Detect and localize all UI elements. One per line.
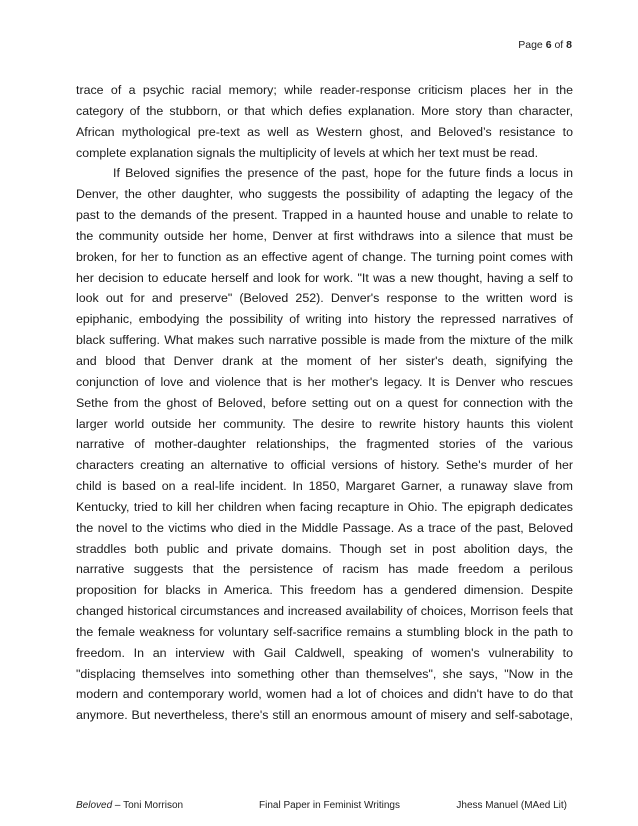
footer-student: Jhess Manuel (MAed Lit) <box>456 800 567 811</box>
text-line: conjunction of love and violence that is her mother's legacy. It is Denver who rescues <box>76 374 573 389</box>
text-line: black suffering. What makes such narrative possible is made from the mixture of the milk <box>76 333 573 348</box>
text-line: narrative suggests that the persistence of racism has made freedom a perilous <box>76 562 573 577</box>
text-line: Kentucky, tried to kill her children when facing recapture in Ohio. The epigraph dedicates <box>76 499 573 514</box>
text-line: straddles both public and private domains. Though set in post abolition days, the <box>76 541 573 556</box>
text-line: epiphanic, embodying the possibility of writing into history the repressed narratives of <box>76 312 573 327</box>
text-line: changed historical circumstances and increased availability of choices, Morrison feels that <box>76 604 573 619</box>
text-line: look out for and preserve" (Beloved 252). Denver's response to the written word is <box>76 291 573 306</box>
page-prefix: Page <box>518 39 543 51</box>
text-line: the community outside her home, Denver at first withdraws into a silence that must be <box>76 228 573 243</box>
text-line: larger world outside her community. The desire to rewrite history haunts this violent <box>76 416 573 431</box>
text-line: Sethe from the ghost of Beloved, before setting out on a quest for connection with the <box>76 395 573 410</box>
text-line: narrative of mother-daughter relationships, the fragmented stories of the various <box>76 437 573 452</box>
footer-course: Final Paper in Feminist Writings <box>259 800 400 811</box>
text-line: characters creating an alternative to official versions of history. Sethe's murder of her <box>76 458 573 473</box>
text-line: complete explanation signals the multiplicity of levels at which her text must be read. <box>76 145 539 160</box>
text-line: and blood that Denver drank at the moment of her sister's death, signifying the <box>76 353 573 368</box>
page-of: of <box>554 39 564 51</box>
footer-book-title <box>76 800 183 811</box>
text-line: anymore. But nevertheless, there's still an enormous amount of misery and self-sabotage, <box>76 708 573 723</box>
page-number-header <box>518 39 572 51</box>
text-line: her decision to educate herself and look for work. "It was a new thought, having a self to <box>76 270 573 285</box>
total-pages: 8 <box>566 39 572 51</box>
text-line: Denver, the other daughter, who suggests the possibility of adapting the legacy of the <box>76 187 573 202</box>
body-text <box>76 80 573 726</box>
footer-title-italic: Beloved <box>76 800 113 811</box>
text-line: past to the demands of the present. Trapped in a haunted house and unable to relate to <box>76 208 573 223</box>
text-line: category of the stubborn, or that which defies explanation. More story than character, <box>76 103 573 118</box>
text-line: child is based on a real-life incident. In 1850, Margaret Garner, a runaway slave from <box>76 479 573 494</box>
text-line: freedom. In an interview with Gail Caldwell, speaking of women's vulnerability to <box>76 645 573 660</box>
paragraph-first-line: If Beloved signifies the presence of the past, hope for the future finds a locus in <box>113 166 573 181</box>
text-line: the novel to the victims who died in the Middle Passage. As a trace of the past, Beloved <box>76 520 573 535</box>
text-line: "displacing themselves into something other than themselves", she says, "Now in the <box>76 666 573 681</box>
text-line: modern and contemporary world, women had a lot of choices and didn't have to do that <box>76 687 573 702</box>
text-line: the female weakness for voluntary self-sacrifice remains a stumbling block in the path to <box>76 624 573 639</box>
text-line: African mythological pre-text as well as Western ghost, and Beloved’s resistance to <box>76 124 573 139</box>
text-line: proposition for blacks in America. This freedom has a gendered dimension. Despite <box>76 583 573 598</box>
text-line: trace of a psychic racial memory; while reader-response criticism places her in the <box>76 83 573 97</box>
footer-author: – Toni Morrison <box>112 800 184 811</box>
text-line: broken, for her to function as an effective agent of change. The turning point comes with <box>76 249 573 264</box>
current-page-number: 6 <box>545 39 552 51</box>
